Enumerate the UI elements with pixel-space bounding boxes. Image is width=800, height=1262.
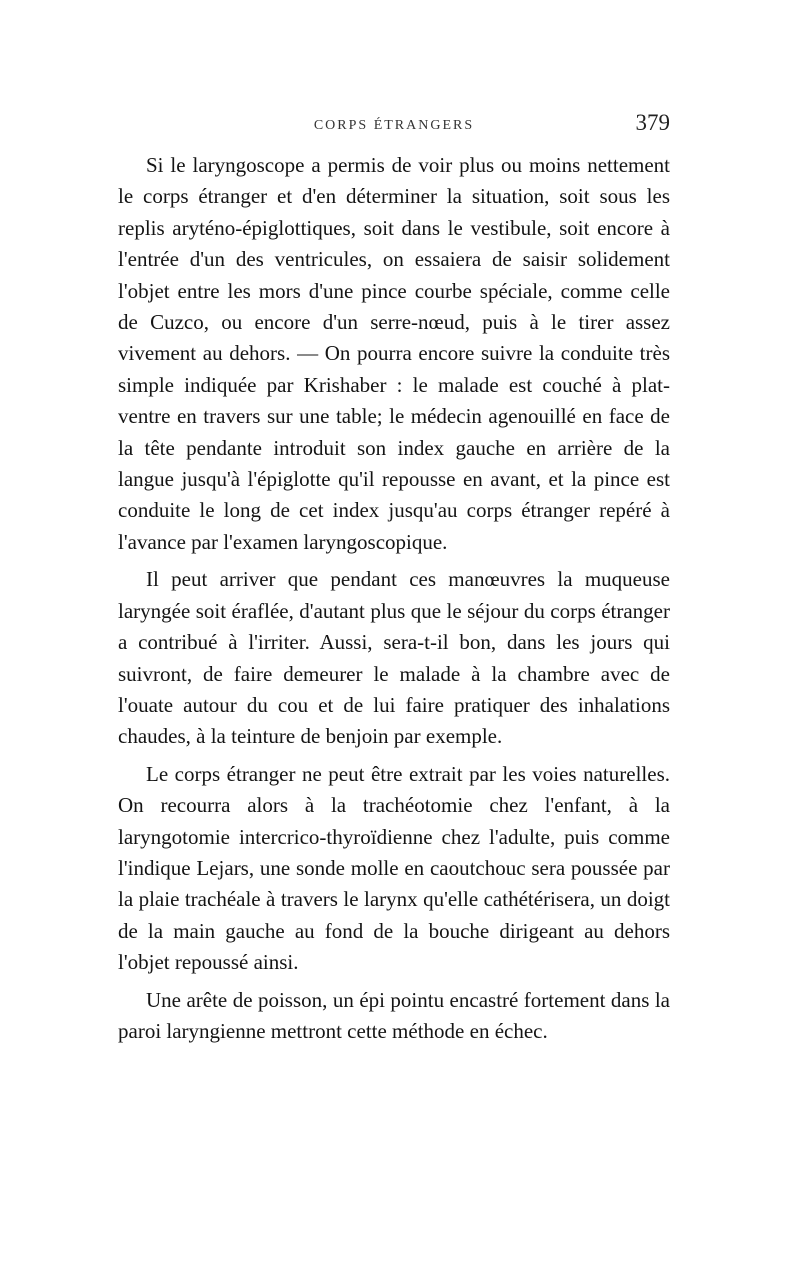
paragraph-4: Une arête de poisson, un épi pointu encastré fortement dans la paroi laryngienne mettront cette méthode en échec. [118,987,670,1043]
page-number: 379 [635,110,670,135]
running-title: CORPS ÉTRANGERS [313,118,475,133]
body-text [118,150,670,1047]
page-header [118,110,670,140]
paragraph-3: Le corps étranger ne peut être extrait par les voies naturelles. On recourra alors à la trachéotomie chez l'enfant, à la laryngotomie intercrico-thyroïdienne chez l'adulte, puis comme l'indique Lejars, une sonde molle en caoutchouc sera poussée par la plaie trachéale à travers le larynx qu'elle cathétérisera, un doigt de la main gauche au fond de la bouche dirigeant au dehors l'objet repoussé ainsi. [118,761,670,975]
paragraph-1: Si le laryngoscope a permis de voir plus ou moins nettement le corps étranger et d'en déterminer la situation, soit sous les replis aryténo-épiglottiques, soit dans le vestibule, soit encore à l'entrée d'un des ventricules, on essaiera de saisir solidement l'objet entre les mors d'une pince courbe spéciale, comme celle de Cuzco, ou encore d'un serre-nœud, puis à le tirer assez vivement au dehors. — On pourra encore suivre la conduite très simple indiquée par Krishaber : le malade est couché à plat-ventre en travers sur une table; le médecin agenouillé en face de la tête pendante introduit son index gauche en arrière de la langue jusqu'à l'épiglotte qu'il repousse en avant, et la pince est conduite le long de cet index jusqu'au corps étranger repéré à l'avance par l'examen laryngoscopique. [118,153,670,554]
paragraph-2: Il peut arriver que pendant ces manœuvres la muqueuse laryngée soit éraflée, d'autant plus que le séjour du corps étranger a contribué à l'irriter. Aussi, sera-t-il bon, dans les jours qui suivront, de faire demeurer le malade à la chambre avec de l'ouate autour du cou et de lui faire pratiquer des inhalations chaudes, à la teinture de benjoin par exemple. [118,567,670,749]
